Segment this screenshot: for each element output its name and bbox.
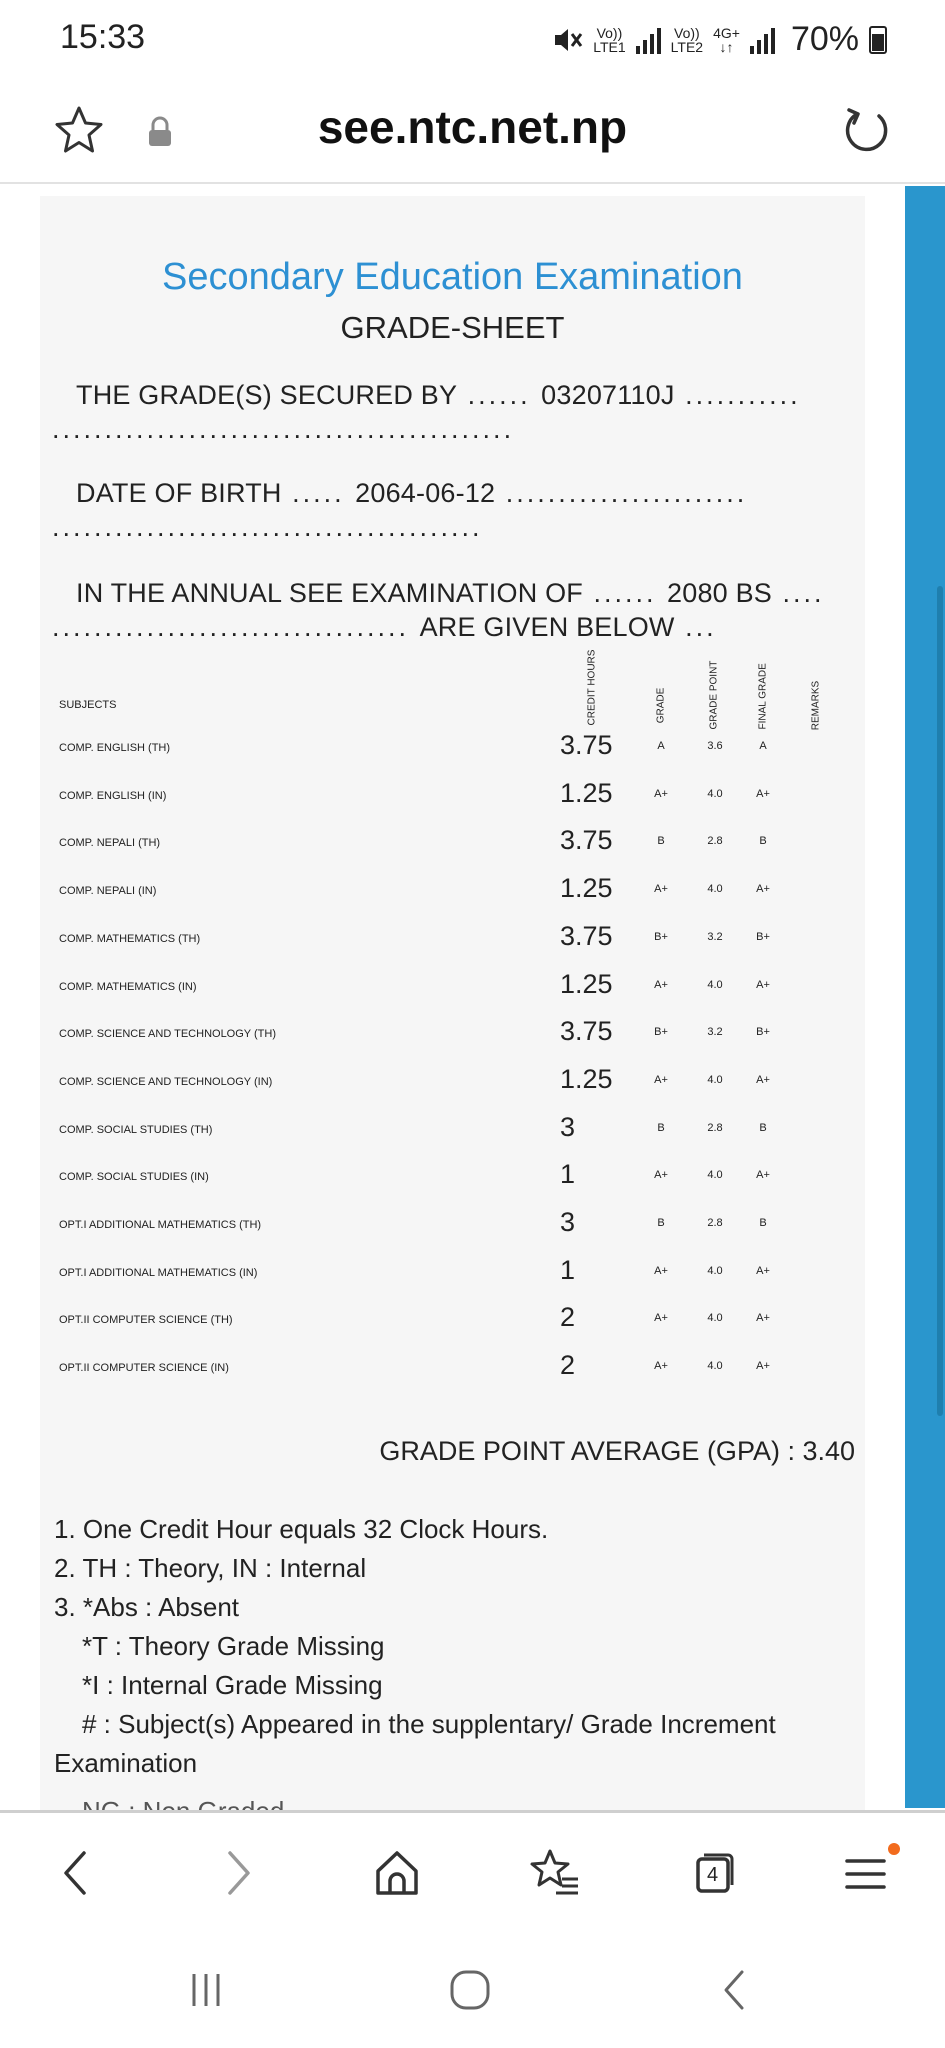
grade-point: 4.0: [707, 1265, 723, 1277]
table-row: [40, 1014, 865, 1062]
gpa-summary: GRADE POINT AVERAGE (GPA) : 3.40: [379, 1436, 855, 1466]
scroll-thumb[interactable]: [937, 586, 943, 1416]
subject-name: COMP. MATHEMATICS (TH): [59, 933, 201, 945]
subject-name: OPT.I ADDITIONAL MATHEMATICS (IN): [59, 1267, 258, 1279]
grade: B+: [654, 931, 668, 943]
grade-sheet: [40, 196, 865, 1810]
credit-hours: 3.75: [560, 825, 613, 855]
final-grade: A: [759, 740, 767, 752]
battery-percent: 70%: [790, 20, 859, 58]
credit-hours: 3: [560, 1112, 576, 1142]
grade-point: 4.0: [707, 1169, 723, 1181]
dotted-line: ............................................: [52, 414, 515, 444]
subject-name: COMP. SCIENCE AND TECHNOLOGY (TH): [59, 1028, 276, 1040]
grade-point: 4.0: [707, 1074, 723, 1086]
final-grade: B+: [756, 931, 770, 943]
table-row: [40, 1300, 865, 1348]
subject-name: OPT.II COMPUTER SCIENCE (TH): [59, 1314, 233, 1326]
grade-point: 4.0: [707, 788, 723, 800]
table-row: [40, 1062, 865, 1110]
forward-icon[interactable]: [202, 1843, 272, 1903]
grade: A+: [654, 1312, 668, 1324]
final-grade: B: [759, 835, 767, 847]
table-row: [40, 1157, 865, 1205]
final-grade: A+: [756, 788, 770, 800]
subject-name: COMP. MATHEMATICS (IN): [59, 981, 197, 993]
grade-point: 4.0: [707, 1360, 723, 1372]
final-grade: A+: [756, 1312, 770, 1324]
symbol-number: 03207110J: [541, 380, 675, 410]
credit-hours: 1.25: [560, 1064, 613, 1094]
browser-bottom-nav: [0, 1810, 945, 1930]
table-row: [40, 967, 865, 1015]
credit-hours: 1.25: [560, 778, 613, 808]
grade-point: 3.6: [707, 740, 723, 752]
final-grade: A+: [756, 1169, 770, 1181]
subject-name: COMP. SCIENCE AND TECHNOLOGY (IN): [59, 1076, 273, 1088]
grade-point: 4.0: [707, 883, 723, 895]
credit-hours: 3: [560, 1207, 576, 1237]
note-1: 1. One Credit Hour equals 32 Clock Hours.: [54, 1514, 549, 1544]
header-grade-point: GRADE POINT: [708, 660, 720, 730]
subject-name: COMP. SOCIAL STUDIES (IN): [59, 1171, 209, 1183]
credit-hours: 1.25: [560, 873, 613, 903]
recent-apps-icon[interactable]: [176, 1960, 236, 2020]
system-back-icon[interactable]: [704, 1960, 764, 2020]
grade: A+: [654, 883, 668, 895]
menu-icon[interactable]: [832, 1843, 902, 1903]
note-3-hash-cont: Examination: [54, 1748, 198, 1778]
table-row: [40, 776, 865, 824]
grade-point: 2.8: [707, 835, 723, 847]
credit-hours: 1: [560, 1159, 576, 1189]
dob-value: 2064-06-12: [355, 478, 496, 508]
final-grade: A+: [756, 1360, 770, 1372]
subject-name: OPT.II COMPUTER SCIENCE (IN): [59, 1362, 229, 1374]
header-subjects: SUBJECTS: [59, 699, 117, 711]
header-remarks: REMARKS: [810, 680, 822, 731]
final-grade: A+: [756, 1265, 770, 1277]
table-row: [40, 1253, 865, 1301]
credit-hours: 3.75: [560, 921, 613, 951]
grade-point: 4.0: [707, 1312, 723, 1324]
grade: B: [657, 1122, 665, 1134]
note-3: 3. *Abs : Absent: [54, 1592, 240, 1622]
credit-hours: 1: [560, 1255, 576, 1285]
subject-name: COMP. ENGLISH (IN): [59, 790, 167, 802]
table-row: [40, 919, 865, 967]
status-bar: [0, 0, 945, 80]
home-button-icon[interactable]: [440, 1960, 500, 2020]
dotted-line: .........................................: [52, 512, 483, 542]
subject-name: COMP. SOCIAL STUDIES (TH): [59, 1124, 213, 1136]
network-type: 4G+ ↓↑: [713, 24, 740, 55]
grade: B: [657, 1217, 665, 1229]
grade: A+: [654, 1265, 668, 1277]
credit-hours: 2: [560, 1350, 576, 1380]
final-grade: A+: [756, 883, 770, 895]
grade-point: 3.2: [707, 931, 723, 943]
grade: A+: [654, 1074, 668, 1086]
grade: A: [657, 740, 665, 752]
table-row: [40, 728, 865, 776]
credit-hours: 3.75: [560, 1016, 613, 1046]
status-time: 15:33: [60, 18, 146, 56]
credit-hours: 3.75: [560, 730, 613, 760]
secured-by-line: THE GRADE(S) SECURED BY ...... 03207110J ...........: [76, 380, 801, 410]
final-grade: A+: [756, 979, 770, 991]
home-icon[interactable]: [362, 1843, 432, 1903]
table-row: [40, 823, 865, 871]
final-grade: B: [759, 1122, 767, 1134]
reload-icon[interactable]: [837, 102, 895, 160]
header-final-grade: FINAL GRADE: [757, 663, 769, 730]
tabs-button[interactable]: [678, 1843, 748, 1903]
grade: A+: [654, 979, 668, 991]
exam-title: Secondary Education Examination: [162, 256, 743, 298]
table-row: [40, 1110, 865, 1158]
grade-point: 4.0: [707, 979, 723, 991]
grade-point: 2.8: [707, 1122, 723, 1134]
note-3-i: *I : Internal Grade Missing: [82, 1670, 383, 1700]
sim1-label: Vo)) LTE1: [593, 24, 626, 55]
grade: B+: [654, 1026, 668, 1038]
sheet-title: GRADE-SHEET: [340, 310, 565, 345]
back-icon[interactable]: [42, 1843, 112, 1903]
grade: A+: [654, 1360, 668, 1372]
given-below-line: .................................. ARE GIVEN BELOW ...: [52, 612, 717, 642]
bookmarks-icon[interactable]: [520, 1843, 590, 1903]
table-row: [40, 871, 865, 919]
grade: A+: [654, 788, 668, 800]
battery-icon: [869, 26, 887, 54]
table-row: [40, 1205, 865, 1253]
header-grade: GRADE: [655, 687, 667, 724]
exam-year: 2080 BS: [667, 578, 772, 608]
tab-count: 4: [707, 1864, 719, 1886]
header-credit-hours: CREDIT HOURS: [586, 649, 598, 726]
credit-hours: 2: [560, 1302, 576, 1332]
browser-toolbar: [0, 80, 945, 184]
note-3-t: *T : Theory Grade Missing: [82, 1631, 385, 1661]
sim2-signal-icon: [750, 26, 775, 54]
subject-name: OPT.I ADDITIONAL MATHEMATICS (TH): [59, 1219, 262, 1231]
grade: B: [657, 835, 665, 847]
grade: A+: [654, 1169, 668, 1181]
final-grade: A+: [756, 1074, 770, 1086]
status-icons: [553, 20, 887, 59]
system-navigation: [0, 1930, 945, 2048]
note-3-hash: # : Subject(s) Appeared in the supplentary/ Grade Increment: [82, 1709, 776, 1739]
page-scrollbar[interactable]: [905, 186, 945, 1808]
final-grade: B: [759, 1217, 767, 1229]
sim2-label: Vo)) LTE2: [670, 24, 704, 55]
grade-point: 3.2: [707, 1026, 723, 1038]
sim1-signal-icon: [636, 26, 661, 54]
subject-name: COMP. ENGLISH (TH): [59, 742, 171, 754]
note-2: 2. TH : Theory, IN : Internal: [54, 1553, 367, 1583]
exam-of-line: IN THE ANNUAL SEE EXAMINATION OF ...... 2080 BS ....: [76, 578, 825, 608]
table-row: [40, 1348, 865, 1396]
url-text[interactable]: see.ntc.net.np: [317, 101, 628, 153]
dob-line: DATE OF BIRTH ..... 2064-06-12 .......................: [76, 478, 748, 508]
credit-hours: 1.25: [560, 969, 613, 999]
final-grade: B+: [756, 1026, 770, 1038]
subject-name: COMP. NEPALI (IN): [59, 885, 157, 897]
grade-point: 2.8: [707, 1217, 723, 1229]
subject-name: COMP. NEPALI (TH): [59, 837, 161, 849]
notification-dot-icon: [888, 1843, 900, 1855]
mute-icon: [553, 26, 583, 54]
